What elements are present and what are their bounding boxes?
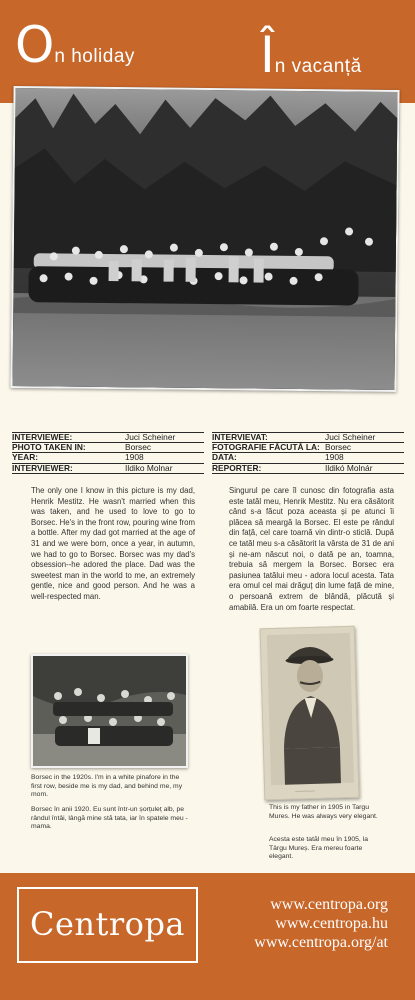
group-photo-image bbox=[12, 88, 399, 392]
info-row-photo-taken-in: PHOTO TAKEN IN: Borsec bbox=[12, 443, 204, 454]
story-romanian: Singurul pe care îl cunosc din fotografia asta este tatăl meu, Henrik Mestitz. Nu era căsătorit când s-a făcut poza aceasta și pe atunci îi plăcea să meargă la Borsec. El este pe rândul din față, cel care toarnă vin dintr-o sticlă. După ce tatăl meu s-a căsătorit la vârsta de 31 de ani și ne-am născut noi, o dată pe an, toamna, trebuia să mergem la Borsec. Borsec era pasiunea tatălui meu - adora locul acesta. Tata era omul cel mai drăguț din lume față de mine, o persoană extrem de blândă, plăcută și amabilă. Era un om foarte respectat. bbox=[229, 486, 394, 612]
info-table-english bbox=[12, 432, 204, 474]
centropa-logo bbox=[17, 887, 198, 963]
info-row-data: DATA: 1908 bbox=[212, 453, 404, 464]
link-centropa-hu[interactable]: www.centropa.hu bbox=[275, 915, 388, 932]
portrait-photo-1905 bbox=[260, 626, 360, 801]
caption-family-english: Borsec in the 1920s. I'm in a white pinafore in the first row, beside me is my dad, and behind me, my mom. bbox=[31, 774, 183, 799]
link-centropa-org-at[interactable]: www.centropa.org/at bbox=[254, 934, 388, 951]
main-group-photo bbox=[10, 86, 399, 392]
info-row-fotografie: FOTOGRAFIE FĂCUTĂ LA: Borsec bbox=[212, 443, 404, 454]
caption-family-romanian: Borsec în anii 1920. Eu sunt într-un șorțuleț alb, pe rândul întâi, lângă mine stă tata, iar în spatele meu - mama. bbox=[31, 806, 188, 831]
title-romanian: În vacanță bbox=[260, 26, 362, 84]
info-row-intervievat: INTERVIEVAT: Juci Scheiner bbox=[212, 432, 404, 443]
info-row-interviewee: INTERVIEWEE: Juci Scheiner bbox=[12, 432, 204, 443]
link-centropa-org[interactable]: www.centropa.org bbox=[270, 896, 388, 913]
caption-portrait-romanian: Acesta este tatăl meu în 1905, la Târgu Mureș. Era mereu foarte elegant. bbox=[269, 836, 368, 861]
footer-banner bbox=[0, 873, 415, 1000]
family-photo-image bbox=[33, 656, 188, 768]
logo-text: Centropa bbox=[29, 905, 185, 943]
info-row-year: YEAR: 1908 bbox=[12, 453, 204, 464]
story-english: The only one I know in this picture is my dad, Henrik Mestitz. He wasn't married when this was taken, and he used to love to go to Borsec. He's in the front row, pouring wine from a bottle. After my dad got married at the age of 31 and we were born, once a year, in autumn, we had to go to Borsec. Borsec was my dad's obsession--he adored the place. Dad was the sweetest man in the world to me, an extremely gentle, nice and good person. And he was a well-respected man. bbox=[31, 486, 195, 601]
portrait-image bbox=[261, 627, 360, 801]
caption-portrait-english: This is my father in 1905 in Targu Mures. He was always very elegant. bbox=[269, 804, 378, 820]
info-row-reporter: REPORTER: Ildikó Molnár bbox=[212, 464, 404, 475]
svg-text:~~~~~~: ~~~~~~ bbox=[295, 788, 315, 796]
footer-links bbox=[254, 895, 388, 952]
family-photo-1920s bbox=[31, 654, 188, 768]
title-english: On holiday bbox=[15, 16, 135, 74]
info-table-romanian bbox=[212, 432, 404, 474]
info-row-interviewer: INTERVIEWER: Ildiko Molnar bbox=[12, 464, 204, 475]
